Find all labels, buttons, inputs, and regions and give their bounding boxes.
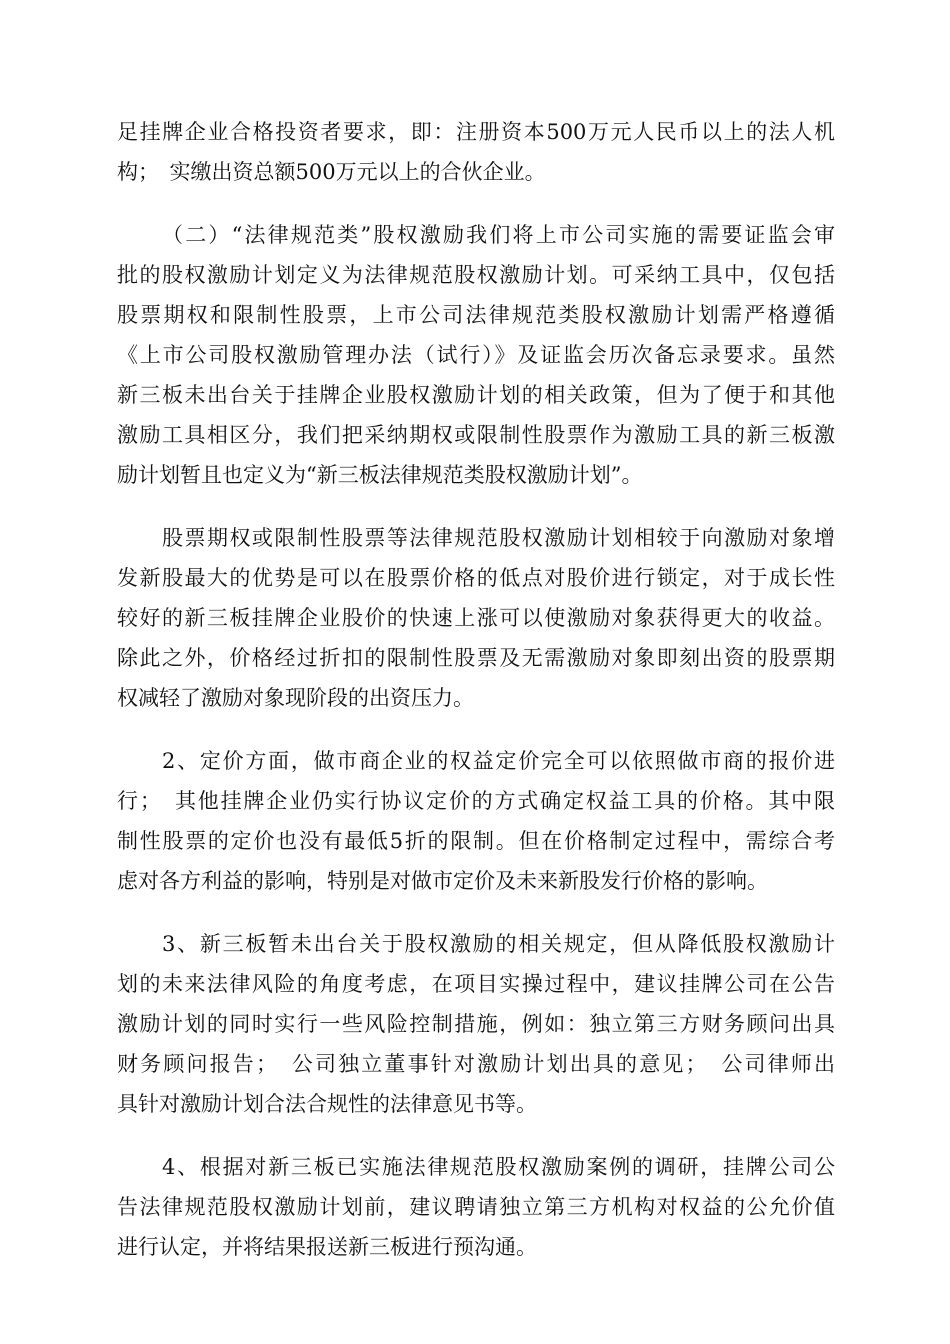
text-line: 行； 其他挂牌企业仍实行协议定价的方式确定权益工具的价格。其中限 [117,789,835,813]
text-line: 虑对各方利益的影响，特别是对做市定价及未来新股发行价格的影响。 [117,869,768,893]
paragraph-legal-equity-incentive [117,215,835,495]
paragraph-option-advantages [117,518,835,718]
text-line: 具针对激励计划合法合规性的法律意见书等。 [117,1092,537,1116]
text-line: 较好的新三板挂牌企业股价的快速上涨可以使激励对象获得更大的收益。 [117,606,835,630]
text-line: 构； 实缴出资总额500万元以上的合伙企业。 [117,160,546,184]
paragraph-fair-value [117,1147,835,1267]
text-line: 制性股票的定价也没有最低5折的限制。但在价格制定过程中，需综合考 [117,829,835,853]
text-line: 股票期权或限制性股票等法律规范股权激励计划相较于向激励对象增 [162,526,835,550]
text-line: 3、新三板暂未出台关于股权激励的相关规定，但从降低股权激励计 [162,932,835,956]
text-line: 激励工具相区分，我们把采纳期权或限制性股票作为激励工具的新三板激 [117,423,835,447]
text-line: 2、定价方面，做市商企业的权益定价完全可以依照做市商的报价进 [162,749,835,773]
text-line: 4、根据对新三板已实施法律规范股权激励案例的调研，挂牌公司公 [162,1155,835,1179]
text-line: （二）“法律规范类”股权激励我们将上市公司实施的需要证监会审 [162,223,835,247]
text-line: 励计划暂且也定义为“新三板法律规范类股权激励计划”。 [117,463,643,487]
text-line: 足挂牌企业合格投资者要求，即：注册资本500万元人民币以上的法人机 [117,120,835,144]
paragraph-pricing [117,741,835,901]
text-line: 进行认定，并将结果报送新三板进行预沟通。 [117,1235,537,1259]
text-line: 财务顾问报告； 公司独立董事针对激励计划出具的意见； 公司律师出 [117,1052,835,1076]
text-line: 权减轻了激励对象现阶段的出资压力。 [117,686,474,710]
text-line: 新三板未出台关于挂牌企业股权激励计划的相关政策，但为了便于和其他 [117,383,835,407]
text-line: 告法律规范股权激励计划前，建议聘请独立第三方机构对权益的公允价值 [117,1195,835,1219]
paragraph-risk-control [117,924,835,1124]
text-line: 除此之外，价格经过折扣的限制性股票及无需激励对象即刻出资的股票期 [117,646,835,670]
text-line: 股票期权和限制性股票，上市公司法律规范类股权激励计划需严格遵循 [117,303,835,327]
text-line: 批的股权激励计划定义为法律规范股权激励计划。可采纳工具中，仅包括 [117,263,835,287]
text-line: 《上市公司股权激励管理办法（试行）》及证监会历次备忘录要求。虽然 [117,343,835,367]
text-line: 发新股最大的优势是可以在股票价格的低点对股价进行锁定，对于成长性 [117,566,835,590]
paragraph-investor-requirements [117,112,835,192]
text-line: 划的未来法律风险的角度考虑，在项目实操过程中，建议挂牌公司在公告 [117,972,835,996]
document-body [117,112,835,1290]
text-line: 激励计划的同时实行一些风险控制措施，例如：独立第三方财务顾问出具 [117,1012,835,1036]
